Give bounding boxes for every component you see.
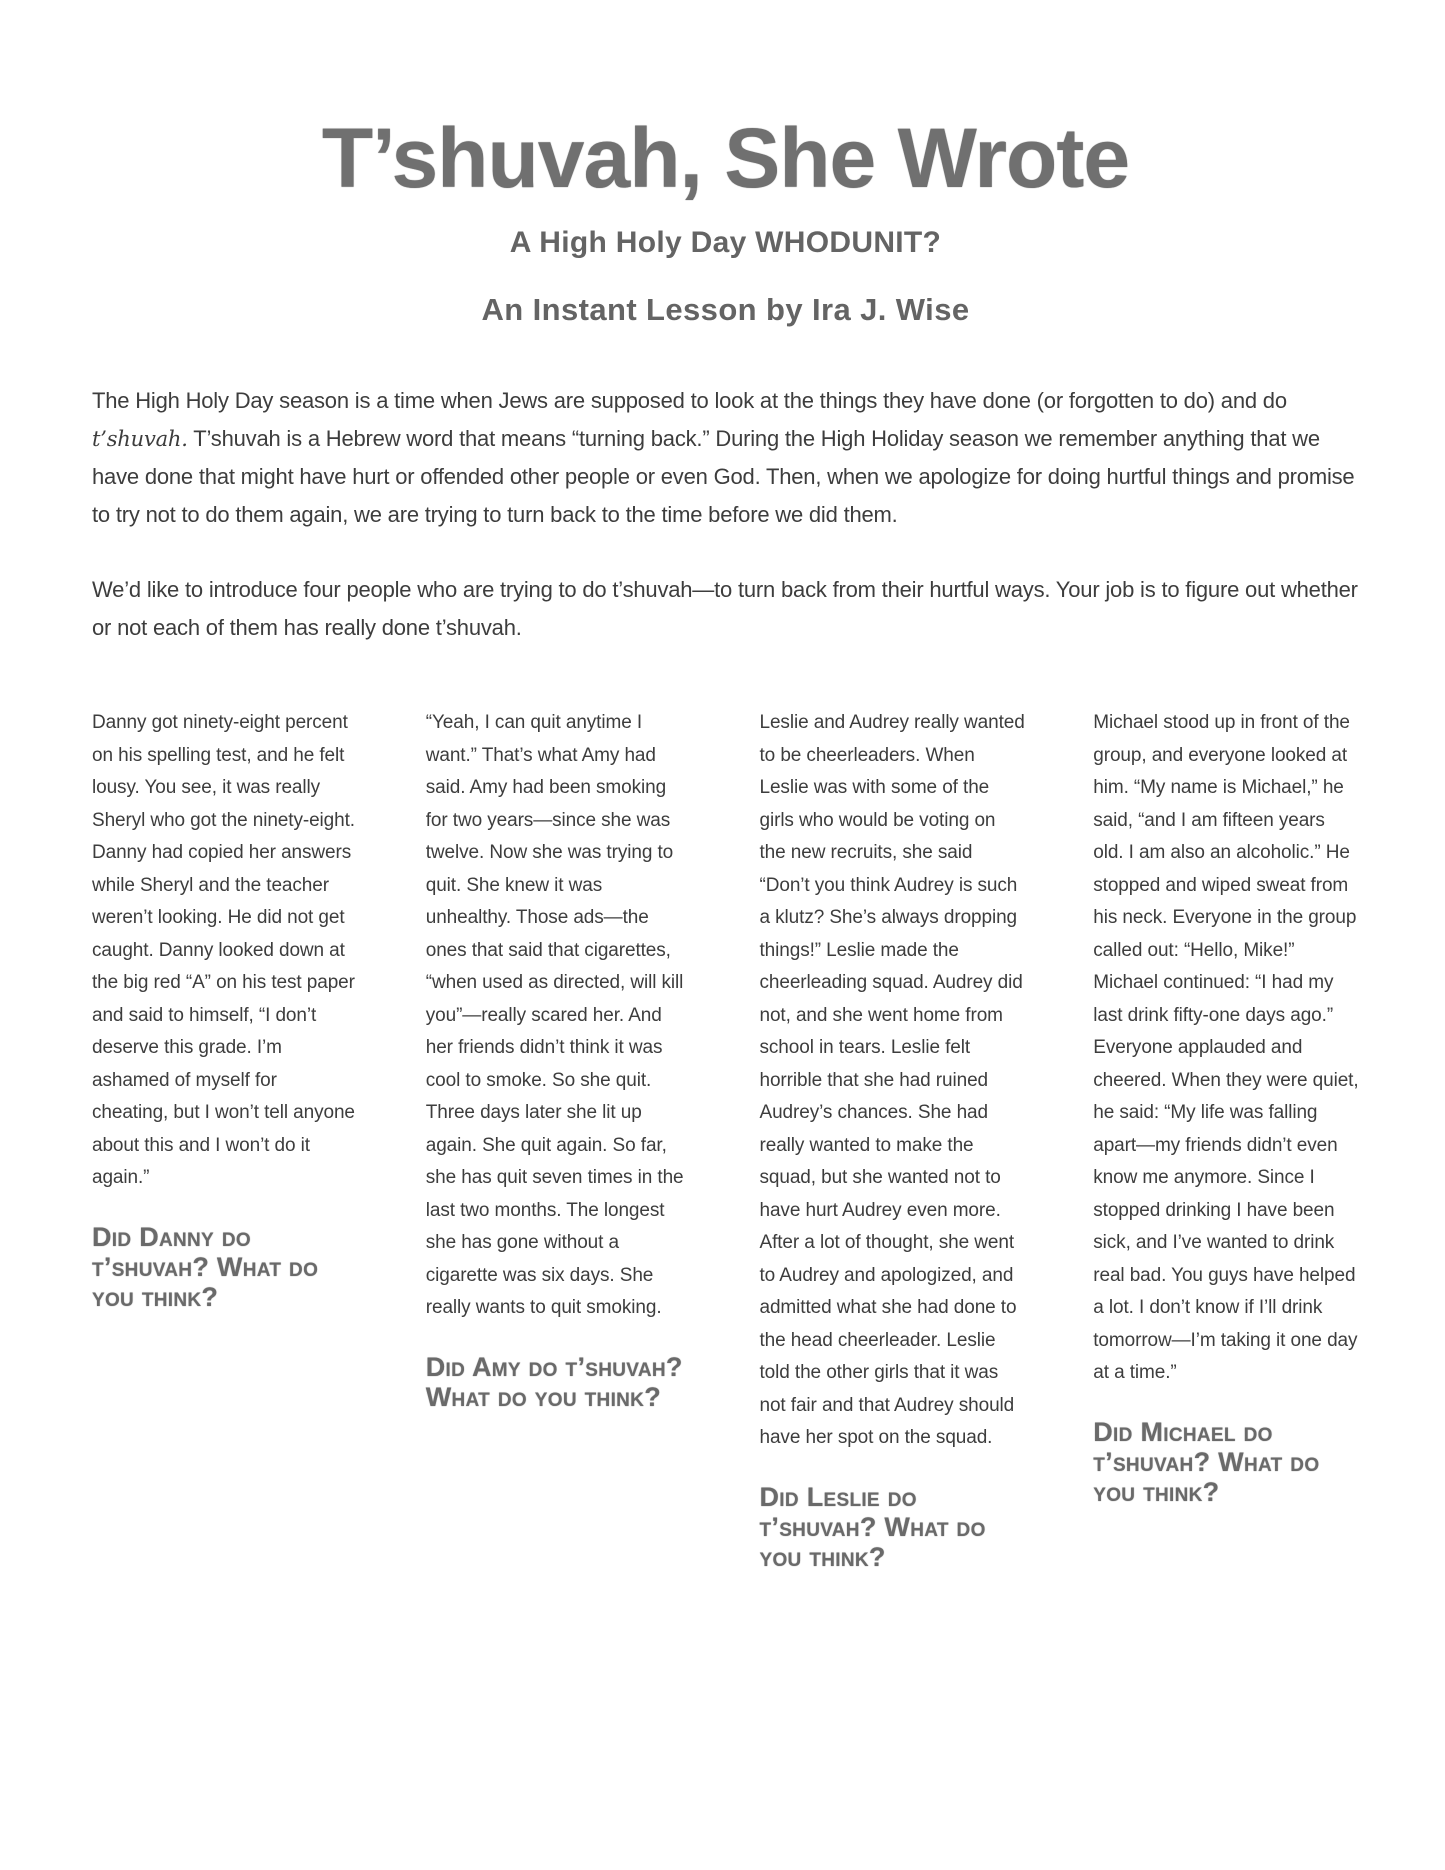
story-columns: [92, 707, 1359, 1572]
intro-p1-text-before: The High Holy Day season is a time when Jews are supposed to look at the things they have done (or forgotten to do) and do: [92, 388, 1287, 413]
story-text-danny: Danny got ninety-eight percent on his spelling test, and he felt lousy. You see, it was really Sheryl who got the ninety-eight. Danny had copied her answers while Sheryl and the teacher weren’t looking. He did not get caught. Danny looked down at the big red “A” on his test paper and said to himself, “I don’t deserve this grade. I’m ashamed of myself for cheating, but I won’t tell anyone about this and I won’t do it again.”: [92, 712, 355, 1188]
story-column-amy: [426, 707, 692, 1572]
question-leslie: Did Leslie do t’shuvah? What do you think?: [759, 1481, 986, 1572]
intro-paragraph-2: We’d like to introduce four people who are trying to do t’shuvah—to turn back from their hurtful ways. Your job is to figure out whether or not each of them has really done t’shuvah.: [92, 577, 1358, 640]
masthead: [92, 111, 1359, 328]
story-column-leslie: [760, 707, 1026, 1572]
intro-p1-text-after: T’shuvah is a Hebrew word that means “turning back.” During the High Holiday season we remember anything that we have done that might have hurt or offended other people or even God. Then, when we apologize for doing hurtful things and promise to try not to do them again, we are trying to turn back to the time before we did them.: [92, 426, 1355, 527]
story-text-leslie: Leslie and Audrey really wanted to be cheerleaders. When Leslie was with some of the girls who would be voting on the new recruits, she said “Don’t you think Audrey is such a klutz? She’s always dropping things!” Leslie made the cheerleading squad. Audrey did not, and she went home from school in tears. Leslie felt horrible that she had ruined Audrey’s chances. She had really wanted to make the squad, but she wanted not to have hurt Audrey even more. After a lot of thought, she went to Audrey and apologized, and admitted what she had done to the head cheerleader. Leslie told the other girls that it was not fair and that Audrey should have her spot on the squad.: [759, 712, 1025, 1448]
intro-paragraph-1: [92, 382, 1359, 534]
question-danny: Did Danny do t’shuvah? What do you think?: [92, 1221, 319, 1312]
question-amy: Did Amy do t’shuvah? What do you think?: [425, 1351, 683, 1412]
page-title: T’shuvah, She Wrote: [321, 111, 1130, 205]
subtitle: A High Holy Day WHODUNIT?: [509, 226, 942, 259]
story-column-michael: [1093, 707, 1359, 1572]
story-text-amy: “Yeah, I can quit anytime I want.” That’s what Amy had said. Amy had been smoking for two years—since she was twelve. Now she was trying to quit. She knew it was unhealthy. Those ads—the ones that said that cigarettes, “when used as directed, will kill you”—really scared her. And her friends didn’t think it was cool to smoke. So she quit. Three days later she lit up again. She quit again. So far, she has quit seven times in the last two months. The longest she has gone without a cigarette was six days. She really wants to quit smoking.: [425, 712, 684, 1318]
byline: An Instant Lesson by Ira J. Wise: [481, 292, 970, 327]
question-michael: Did Michael do t’shuvah? What do you think?: [1093, 1416, 1320, 1507]
intro-p1-italic-tshuvah: t’shuvah.: [92, 427, 188, 451]
story-column-danny: [92, 707, 358, 1572]
introduction: [92, 382, 1359, 647]
story-text-michael: Michael stood up in front of the group, and everyone looked at him. “My name is Michael,” he said, “and I am fifteen years old. I am also an alcoholic.” He stopped and wiped sweat from his neck. Everyone in the group called out: “Hello, Mike!” Michael continued: “I had my last drink fifty-one days ago.” Everyone applauded and cheered. When they were quiet, he said: “My life was falling apart—my friends didn’t even know me anymore. Since I stopped drinking I have been sick, and I’ve wanted to drink real bad. You guys have helped a lot. I don’t know if I’ll drink tomorrow—I’m taking it one day at a time.”: [1093, 712, 1359, 1383]
